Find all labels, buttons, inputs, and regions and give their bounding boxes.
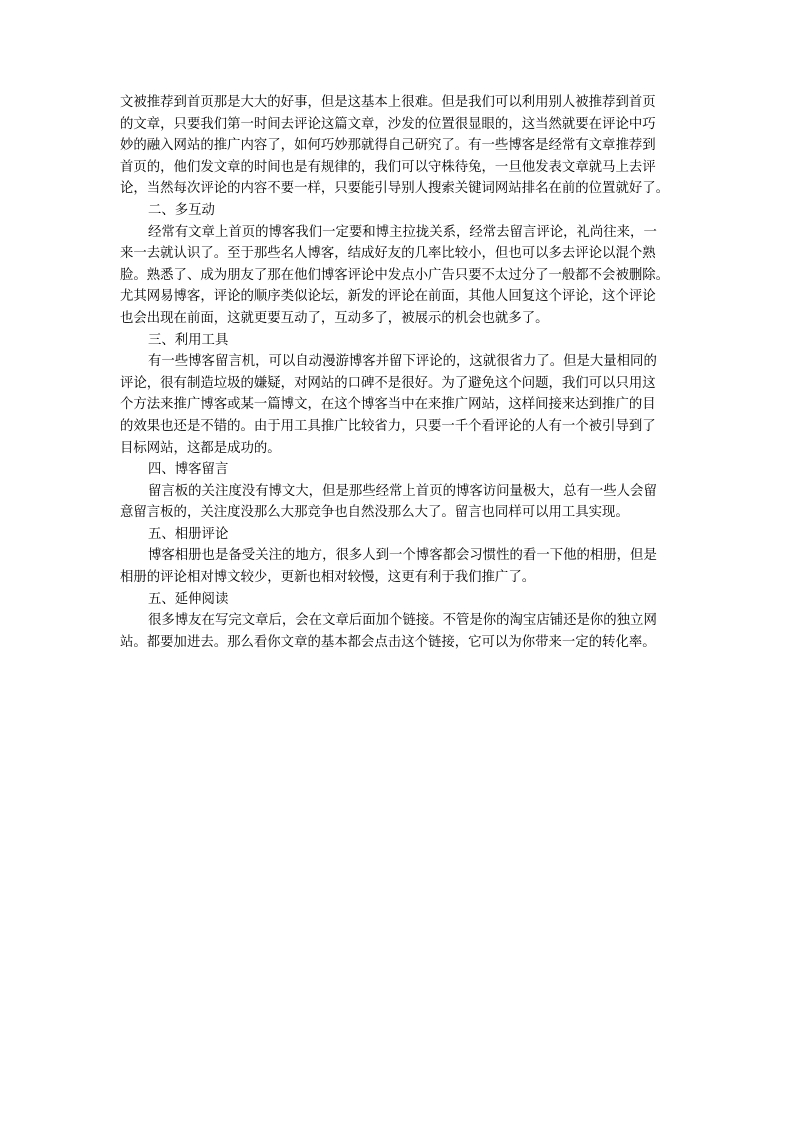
text-line: 很多博友在写完文章后，会在文章后面加个链接。不管是你的淘宝店铺还是你的独立网 (148, 613, 657, 629)
text-line: 意留言板的，关注度没那么大那竞争也自然没那么大了。留言也同样可以用工具实现。 (120, 505, 629, 521)
section-heading: 五、延伸阅读 (148, 591, 229, 607)
text-line: 博客相册也是备受关注的地方，很多人到一个博客都会习惯性的看一下他的相册，但是 (148, 548, 657, 564)
section-heading: 三、利用工具 (148, 332, 229, 348)
text-line: 评论，很有制造垃圾的嫌疑，对网站的口碑不是很好。为了避免这个问题，我们可以只用这 (120, 375, 656, 391)
text-line: 来一去就认识了。至于那些名人博客，结成好友的几率比较小，但也可以多去评论以混个熟 (120, 246, 656, 262)
text-line: 的效果也还是不错的。由于用工具推广比较省力，只要一千个看评论的人有一个被引导到了 (120, 418, 656, 434)
text-line: 首页的，他们发文章的时间也是有规律的，我们可以守株待兔，一旦他发表文章就马上去评 (120, 159, 656, 175)
text-line: 论，当然每次评论的内容不要一样，只要能引导别人搜索关键词网站排名在前的位置就好了。 (120, 181, 670, 197)
text-line: 站。都要加进去。那么看你文章的基本都会点击这个链接，它可以为你带来一定的转化率。 (120, 634, 656, 650)
document-body (120, 92, 676, 652)
text-line: 个方法来推广博客或某一篇博文，在这个博客当中在来推广网站，这样间接来达到推广的目 (120, 397, 656, 413)
text-line: 目标网站，这都是成功的。 (120, 440, 281, 456)
section-heading: 二、多互动 (148, 202, 215, 218)
section-heading: 四、博客留言 (148, 462, 229, 478)
text-line: 脸。熟悉了、成为朋友了那在他们博客评论中发点小广告只要不太过分了一般都不会被删除。 (120, 267, 670, 283)
text-line: 留言板的关注度没有博文大，但是那些经常上首页的博客访问量极大，总有一些人会留 (148, 483, 657, 499)
text-line: 妙的融入网站的推广内容了，如何巧妙那就得自己研究了。有一些博客是经常有文章推荐到 (120, 138, 656, 154)
section-heading: 五、相册评论 (148, 526, 229, 542)
text-line: 的文章，只要我们第一时间去评论这篇文章，沙发的位置很显眼的，这当然就要在评论中巧 (120, 116, 656, 132)
text-line: 有一些博客留言机，可以自动漫游博客并留下评论的，这就很省力了。但是大量相同的 (148, 354, 657, 370)
text-line: 也会出现在前面，这就更要互动了，互动多了，被展示的机会也就多了。 (120, 310, 549, 326)
text-line: 相册的评论相对博文较少，更新也相对较慢，这更有利于我们推广了。 (120, 570, 536, 586)
text-line: 经常有文章上首页的博客我们一定要和博主拉拢关系，经常去留言评论，礼尚往来，一 (148, 224, 657, 240)
text-line: 文被推荐到首页那是大大的好事，但是这基本上很难。但是我们可以利用别人被推荐到首页 (120, 95, 656, 110)
text-line: 尤其网易博客，评论的顺序类似论坛，新发的评论在前面，其他人回复这个评论，这个评论 (120, 289, 656, 305)
